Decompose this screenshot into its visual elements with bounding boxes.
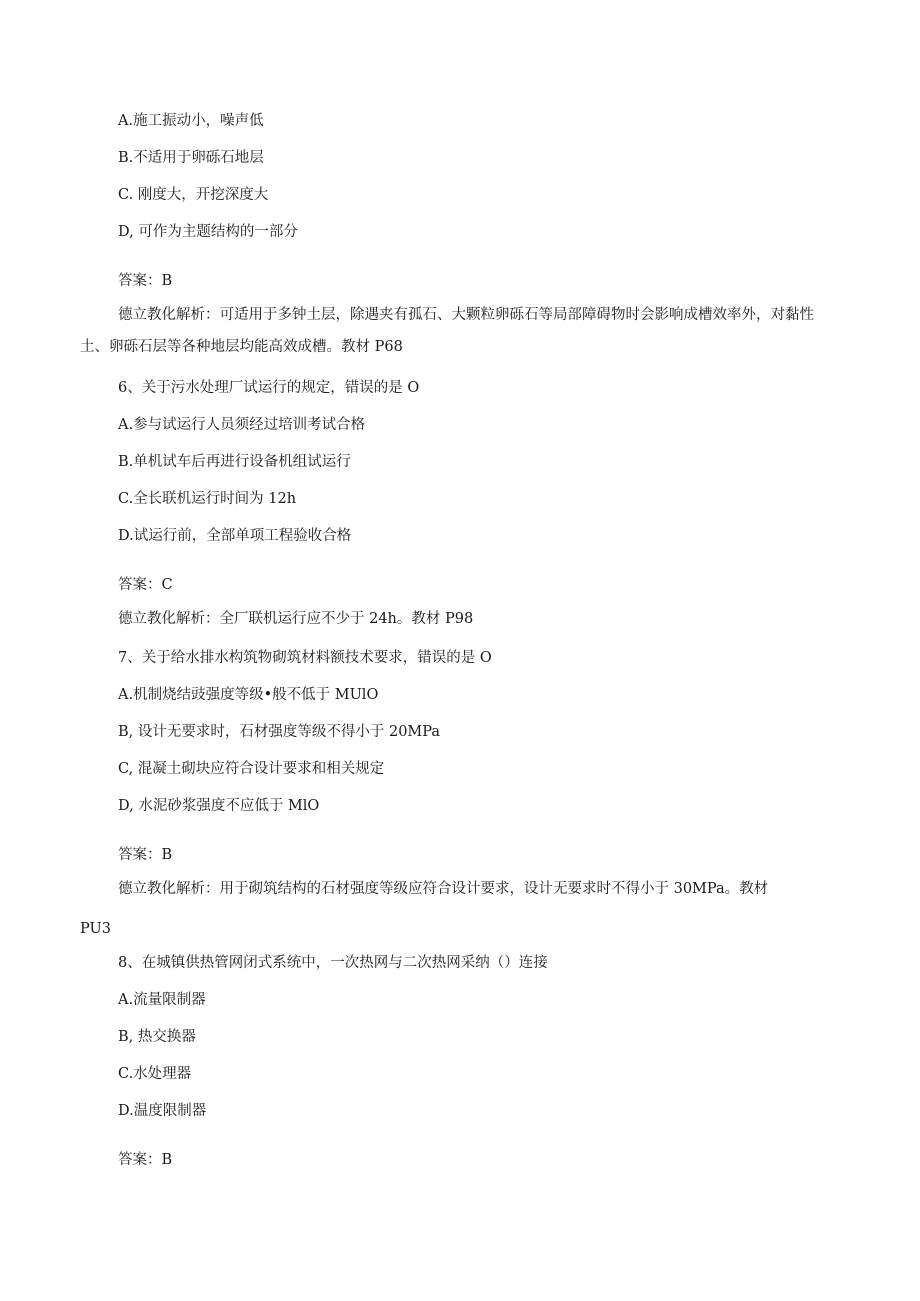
q5-analysis: 德立教化解析：可适用于多钟土层，除遇夹有孤石、大颗粒卵砾石等局部障碍物时会影响成槽效率外，对黏性土、卵砾石层等各种地层均能高效成槽。教材 P68 (80, 307, 814, 355)
q6-option-d: D.试运行前，全部单项工程验收合格 (118, 528, 352, 544)
q7-option-a: A.机制烧结豉强度等级•般不低于 MUlO (118, 687, 379, 703)
q7-option-c: C, 混凝土砌块应符合设计要求和相关规定 (118, 761, 385, 777)
q5-option-d: D, 可作为主题结构的一部分 (118, 224, 298, 240)
q7-analysis-line1: 德立教化解析：用于砌筑结构的石材强度等级应符合设计要求，设计无要求时不得小于 30MPa。教材 (118, 881, 769, 897)
q6-option-a: A.参与试运行人员须经过培训考试合格 (118, 417, 366, 433)
q6-question: 6、关于污水处理厂试运行的规定，错误的是 O (118, 380, 420, 396)
q8-option-c: C.水处理器 (118, 1066, 192, 1082)
q6-analysis: 德立教化解析：全厂联机运行应不少于 24h。教材 P98 (118, 611, 474, 627)
q5-answer: 答案：B (118, 273, 173, 289)
q7-analysis-line2: PU3 (80, 921, 111, 937)
q5-option-b: B.不适用于卵砾石地层 (118, 150, 264, 166)
q8-question: 8、在城镇供热管网闭式系统中，一次热网与二次热网采纳（）连接 (118, 955, 548, 971)
q7-question: 7、关于给水排水构筑物砌筑材料额技术要求，错误的是 O (118, 650, 492, 666)
q8-option-d: D.温度限制器 (118, 1103, 207, 1119)
q8-answer: 答案：B (118, 1152, 173, 1168)
q6-option-c: C.全长联机运行时间为 12h (118, 491, 297, 507)
q6-option-b: B.单机试车后再进行设备机组试运行 (118, 454, 351, 470)
q7-option-d: D, 水泥砂浆强度不应低于 MlO (118, 798, 320, 814)
q6-answer: 答案：C (118, 577, 173, 593)
q7-option-b: B, 设计无要求时，石材强度等级不得小于 20MPa (118, 724, 441, 740)
q8-option-a: A.流量限制器 (118, 992, 206, 1008)
q5-option-a: A.施工振动小，噪声低 (118, 113, 264, 129)
q8-option-b: B, 热交换器 (118, 1029, 196, 1045)
q7-answer: 答案：B (118, 847, 173, 863)
q5-option-c: C. 刚度大，开挖深度大 (118, 187, 269, 203)
